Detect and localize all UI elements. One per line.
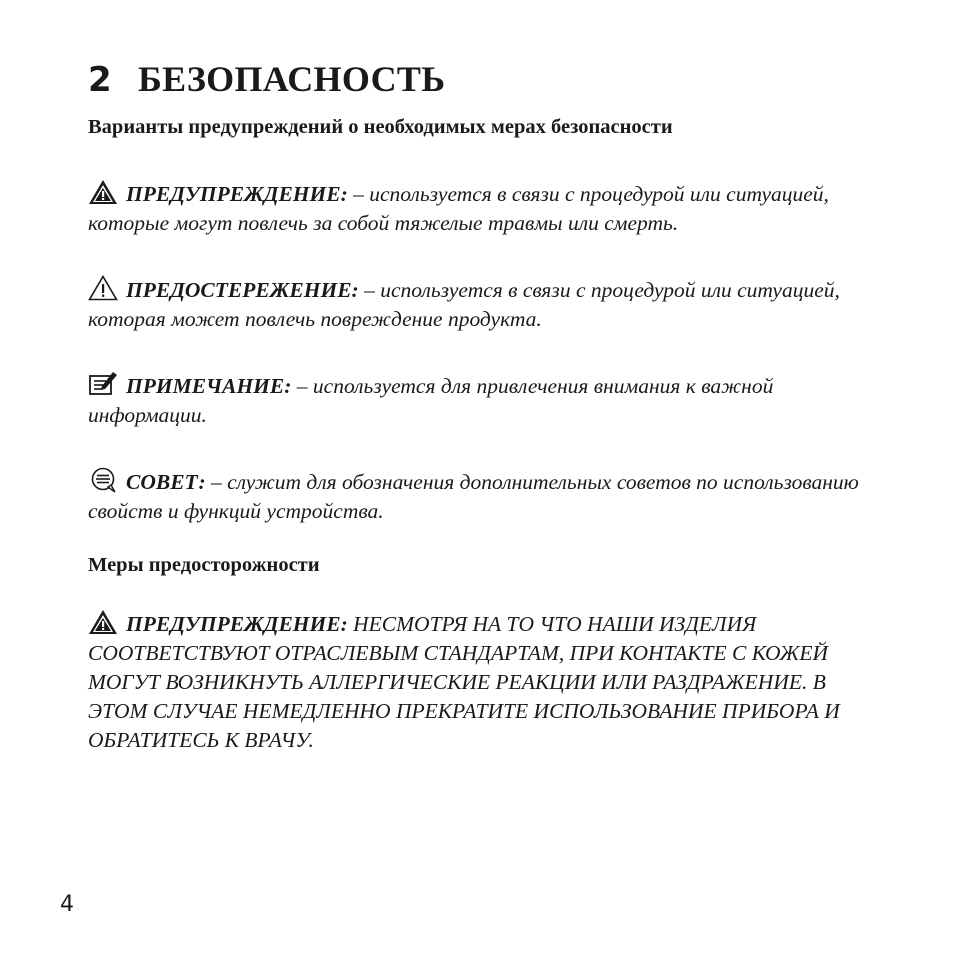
caution-outline-icon — [88, 275, 118, 299]
notice-note — [88, 371, 868, 430]
section-title: БЕЗОПАСНОСТЬ — [138, 59, 446, 99]
notice-text: – используется в связи с процедурой или ситуацией, которые могут повлечь за собой тяжелые травмы или смерть. — [88, 182, 829, 235]
notice-text: НЕСМОТРЯ НА ТО ЧТО НАШИ ИЗДЕЛИЯ СООТВЕТСТВУЮТ ОТРАСЛЕВЫМ СТАНДАРТАМ, ПРИ КОНТАКТЕ С КОЖЕЙ МОГУТ ВОЗНИКНУТЬ АЛЛЕРГИЧЕСКИЕ РЕАКЦИИ ИЛИ РАЗДРАЖЕНИЕ. В ЭТОМ СЛУЧАЕ НЕМЕДЛЕННО ПРЕКРАТИТЕ ИСПОЛЬЗОВАНИЕ ПРИБОРА И ОБРАТИТЕСЬ К ВРАЧУ. — [88, 612, 840, 752]
notice-label: ПРЕДУПРЕЖДЕНИЕ: — [126, 182, 348, 206]
subheading-notice-types: Варианты предупреждений о необходимых мерах безопасности — [88, 116, 673, 138]
notice-label: ПРЕДОСТЕРЕЖЕНИЕ: — [126, 278, 359, 302]
tip-bubble-icon — [88, 467, 118, 491]
subheading-precautions: Меры предосторожности — [88, 554, 320, 576]
warning-filled-icon — [88, 179, 118, 203]
notice-caution — [88, 275, 868, 334]
page-number: 4 — [60, 892, 74, 917]
document-page — [88, 58, 868, 755]
notice-label: СОВЕТ: — [126, 470, 206, 494]
notice-text: – используется для привлечения внимания к важной информации. — [88, 374, 774, 427]
note-pencil-icon — [88, 371, 118, 395]
section-heading — [88, 58, 868, 100]
section-number: 2 — [88, 60, 112, 100]
notice-tip — [88, 467, 868, 526]
notice-text: – используется в связи с процедурой или ситуацией, которая может повлечь повреждение продукта. — [88, 278, 840, 331]
notice-label: ПРИМЕЧАНИЕ: — [126, 374, 292, 398]
notice-label: ПРЕДУПРЕЖДЕНИЕ: — [126, 612, 348, 636]
warning-filled-icon — [88, 609, 118, 633]
notice-text: – служит для обозначения дополнительных советов по использованию свойств и функций устройства. — [88, 470, 859, 523]
notice-warning — [88, 179, 868, 238]
precaution-warning — [88, 609, 868, 755]
